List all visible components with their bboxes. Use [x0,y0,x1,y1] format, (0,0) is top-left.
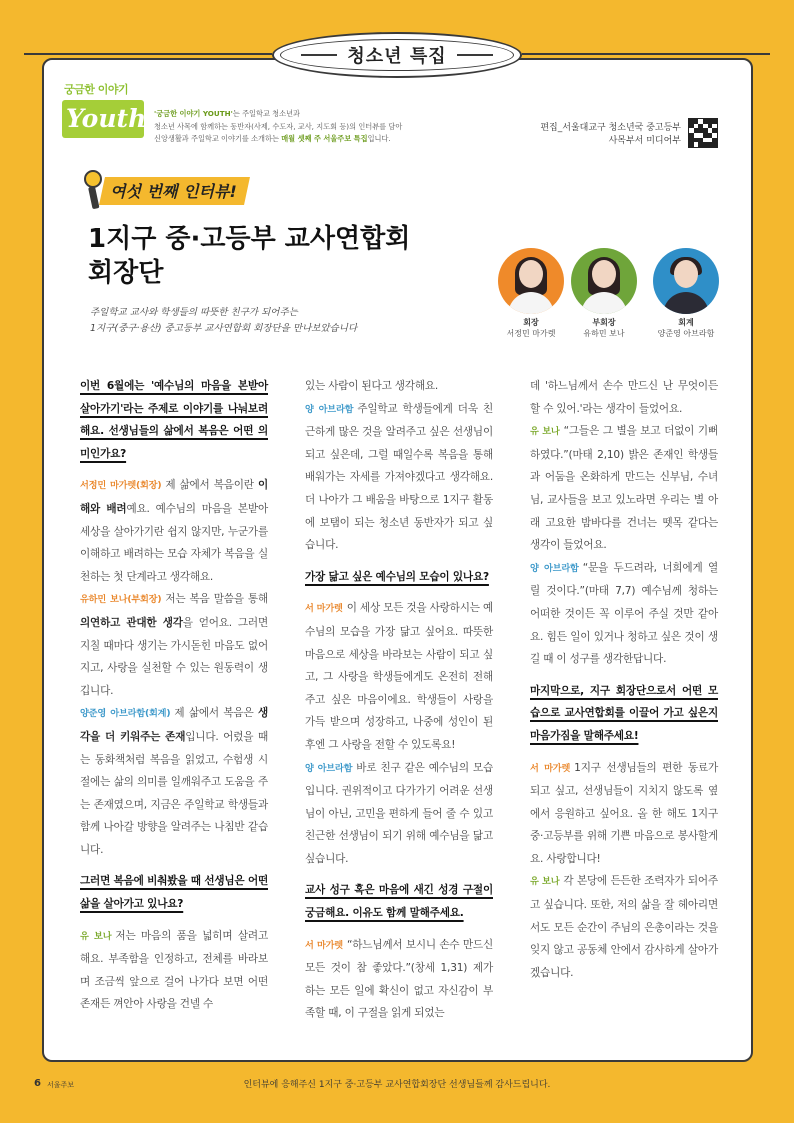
answer-text: 데 '하느님께서 손수 만드신 난 무엇이든 할 수 있어.'라는 생각이 들었어요. [530,380,718,415]
answer-text: 입니다. 어렸을 때는 동화책처럼 복음을 읽었고, 수험생 시절에는 삶의 의미를 일깨워주고 도움을 주는 존재였으며, 지금은 주일학교 학생들과 함께 나아갈 방향을 알려주는 나침반 같습니다. [80,730,268,856]
intro-line3-end: 입니다. [367,134,391,144]
series-intro [154,108,484,146]
answer-text: 제 삶에서 복음은 [174,707,258,720]
interview-tag [80,170,247,212]
person-name: 유하민 보나 [583,329,625,338]
answer-text: 이 세상 모든 것을 사랑하시는 예수님의 모습을 가장 닮고 싶어요. 따뜻한 마음으로 세상을 바라보는 사람이 되고 싶고, 그 사랑을 학생들에게도 온전히 전해주고 싶은 마음이에요. 학생들이 사랑을 가득 받으며 성장하고, 나중에 성인이 된 후엔 그 사랑을 전할 수 있도록요! [305,602,493,751]
qr-code-icon[interactable] [688,118,718,148]
answer-text: 제 삶에서 복음이란 [165,479,258,492]
microphone-icon [80,170,104,212]
speaker-label: 양 아브라함 [305,403,354,415]
avatar [571,248,637,314]
question: 가장 닮고 싶은 예수님의 모습이 있나요? [305,570,489,583]
person-role: 회장 [523,318,539,327]
person-role: 부회장 [592,318,616,327]
logo-word: Youth [62,100,144,138]
person-name: 양준영 아브라함 [657,329,715,338]
answer-text: 저는 마음의 품을 넓히며 살려고 해요. 부족함을 인정하고, 전체를 바라보며 조금씩 앞으로 걸어 나가다 보면 어떤 존재든 껴안아 사랑을 건넬 수 [80,929,268,1011]
answer-text: 주일학교 학생들에게 더욱 친근하게 많은 것을 알려주고 싶은 선생님이 되고 싶은데, 그럴 때일수록 복음을 통해 배워가는 자세를 가져야겠다고 생각해요. 더 나아가 그 배움을 바탕으로 1지구 활동에 보탬이 되는 청소년 동반자가 되고 싶습니다. [305,402,494,552]
speaker-label: 양준영 아브라함(회계) [80,708,171,720]
editor-credit [540,122,681,148]
question: 이번 6월에는 '예수님의 마음을 본받아 살아가기'라는 주제로 이야기를 나눠보려 해요. 선생님들의 삶에서 복음은 어떤 의미인가요? [80,380,268,460]
intro-line1: 는 주일학교 청소년과 [232,109,300,118]
logo-subtitle: 궁금한 이야기 [64,83,129,96]
answer-text: “그들은 그 별을 보고 더없이 기뻐하였다.”(마태 2,10) 밝은 존재인 학생들과 어둠을 온화하게 만드는 신부님, 수녀님, 교사들을 보고 있노라면 우리는 별 아래 고요한 밤바다를 건너는 뗏목 같다는 생각이 들었어요. [530,425,718,552]
speaker-label: 양 아브라함 [530,562,579,574]
answer-emphasis: 의연하고 관대한 생각 [80,616,183,629]
title-line1: 1지구 중·고등부 교사연합회 [88,224,411,254]
speaker-label: 서 마가렛 [530,762,571,774]
column-1 [80,375,268,1016]
footer-thanks: 인터뷰에 응해주신 1지구 중·고등부 교사연합회장단 선생님들께 감사드립니다. [243,1080,551,1090]
avatar [653,248,719,314]
person-treasurer [646,248,726,339]
intro-line3: 신앙생활과 주일학교 이야기를 소개하는 [154,134,282,144]
person-role: 회계 [678,318,694,327]
question: 교사 성구 혹은 마음에 새긴 성경 구절이 궁금해요. 이유도 함께 말해주세요. [305,884,493,920]
speaker-label: 유 보나 [530,426,560,438]
speaker-label: 유 보나 [80,930,112,942]
banner-line-left [24,53,272,55]
column-2 [305,375,493,1025]
speaker-label: 양 아브라함 [305,762,353,774]
article-title [88,222,410,290]
speaker-label: 유하민 보나(부회장) [80,594,162,606]
title-line2: 회장단 [88,258,164,288]
person-name: 서정민 마가렛 [506,329,556,338]
publication-name: 서울주보 [47,1081,75,1089]
intro-schedule: 매월 셋째 주 서울주보 특집 [281,134,368,144]
speaker-label: 유 보나 [530,876,560,888]
avatar [498,248,564,314]
question: 그러면 복음에 비춰봤을 때 선생님은 어떤 삶을 살아가고 있나요? [80,875,269,911]
section-banner [272,32,522,78]
answer-emphasis: 이해와 배려 [80,479,268,515]
page-number: 6 [34,1078,41,1089]
answer-text: “하느님께서 보시니 손수 만드신 모든 것이 참 좋았다.”(창세 1,31) 제가 하는 모든 일에 확신이 없고 자신감이 부족할 때, 이 구절을 읽게 되었는 [305,938,493,1020]
intro-line2: 청소년 사목에 함께하는 동반자(사제, 수도자, 교사, 지도회 등)의 인터뷰를 담아 [154,121,403,131]
section-title: 청소년 특집 [347,46,447,67]
editor-line2: 사목부서 미디어부 [608,136,681,146]
answer-text: 있는 사람이 된다고 생각해요. [305,380,439,392]
answer-text: 바로 친구 같은 예수님의 모습입니다. 권위적이고 다가가기 어려운 선생님이 아닌, 고민을 편하게 들어 줄 수 있고 친근한 선생님이 되기 위해 예수님을 닮고 싶습니다. [305,761,494,865]
speaker-label: 서 마가렛 [305,939,343,951]
intro-series-name: '궁금한 이야기 YOUTH' [154,109,233,118]
answer-text: 1지구 선생님들의 편한 동료가 되고 싶고, 선생님들이 지치지 않도록 옆에서 응원하고 싶어요. 올 한 해도 1지구 중·고등부를 위해 기쁜 마음으로 봉사할게요. 사랑합니다! [530,761,718,865]
column-3 [530,375,718,984]
youth-logo [62,81,148,143]
lead-line2: 1지구(중구·용산) 중고등부 교사연합회 회장단을 만나보았습니다 [90,323,358,334]
banner-line-right [522,53,770,55]
speaker-label: 서 마가렛 [305,603,343,615]
person-vice-president [564,248,644,339]
speaker-label: 서정민 마가렛(회장) [80,480,162,492]
lead-line1: 주일학교 교사와 학생들의 따뜻한 친구가 되어주는 [90,307,298,318]
interview-number: 여섯 번째 인터뷰! [110,182,237,201]
answer-text: 을 얻어요. 그러면 지칠 때마다 생기는 가시돋힌 마음도 없어지고, 사랑을 실천할 수 있는 원동력이 생깁니다. [80,616,268,697]
answer-text: “문을 두드려라, 너희에게 열릴 것이다.”(마태 7,7) 예수님께 청하는 어떠한 것이든 꼭 이루어 주실 것만 같아요. 힘든 일이 있거나 청하고 싶은 것이 생길 때 이 성구를 생각한답니다. [530,561,719,666]
person-president [491,248,571,339]
answer-text: 예요. 예수님의 마음을 본받아 세상을 살아가기란 쉽지 않지만, 누군가를 이해하고 배려하는 모습 자체가 복음을 실천하는 첫 단계라고 생각해요. [80,502,268,583]
editor-line1: 편집_서울대교구 청소년국 중고등부 [540,123,681,133]
article-lead [90,305,357,337]
answer-text: 각 본당에 든든한 조력자가 되어주고 싶습니다. 또한, 저의 삶을 잘 헤아리면서도 모든 순간이 주님의 은총이라는 것을 잊지 않고 공동체 안에서 감사하게 살아가겠습니다. [530,875,718,979]
question: 마지막으로, 지구 회장단으로서 어떤 모습으로 교사연합회를 이끌어 가고 싶은지 마음가짐을 말해주세요! [530,684,718,742]
answer-text: 저는 복음 말씀을 통해 [165,593,268,606]
answer-emphasis: 생각을 더 키워주는 존재 [80,707,268,743]
